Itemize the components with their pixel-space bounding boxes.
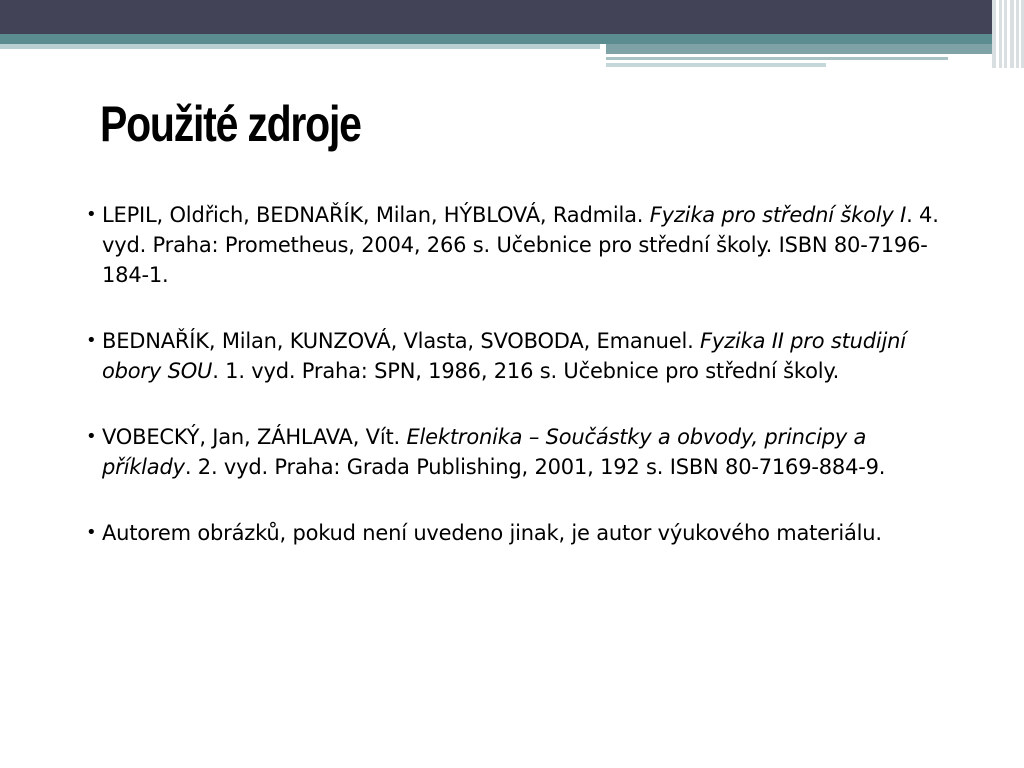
stripe <box>1007 0 1010 68</box>
reference-item <box>86 200 956 290</box>
stripe <box>1019 0 1021 68</box>
header-accent-bar <box>606 44 1024 54</box>
reference-item <box>86 326 956 386</box>
stripe <box>1014 0 1016 68</box>
reference-list <box>86 200 956 584</box>
reference-work-title: Fyzika pro střední školy I <box>649 203 907 227</box>
header-vertical-stripes <box>992 0 1024 68</box>
reference-details: . 1. vyd. Praha: SPN, 1986, 216 s. Učebnice pro střední školy. <box>212 359 840 383</box>
reference-note <box>86 518 956 548</box>
reference-authors: VOBECKÝ, Jan, ZÁHLAVA, Vít. <box>102 425 407 449</box>
reference-authors: BEDNAŘÍK, Milan, KUNZOVÁ, Vlasta, SVOBODA, Emanuel. <box>102 329 701 353</box>
stripe <box>1002 0 1004 68</box>
stripe <box>996 0 999 68</box>
reference-note-text: Autorem obrázků, pokud není uvedeno jinak, je autor výukového materiálu. <box>102 521 882 545</box>
header-teal-band <box>0 34 1024 44</box>
reference-item <box>86 422 956 482</box>
header-accent-line <box>606 63 826 67</box>
reference-authors: LEPIL, Oldřich, BEDNAŘÍK, Milan, HÝBLOVÁ, Radmila. <box>102 203 650 227</box>
reference-work-title: Elektronika – Součástky a obvody, principy a příklady <box>102 425 867 479</box>
slide-title: Použité zdroje <box>100 96 361 152</box>
header-light-band <box>0 44 600 49</box>
reference-work-title: Fyzika II pro studijní obory SOU <box>102 329 906 383</box>
header-dark-band <box>0 0 1024 34</box>
reference-details: . 4. vyd. Praha: Prometheus, 2004, 266 s. Učebnice pro střední školy. ISBN 80-7196-184-1. <box>102 203 939 287</box>
reference-details: . 2. vyd. Praha: Grada Publishing, 2001, 192 s. ISBN 80-7169-884-9. <box>184 455 886 479</box>
header-accent-line <box>606 57 948 60</box>
